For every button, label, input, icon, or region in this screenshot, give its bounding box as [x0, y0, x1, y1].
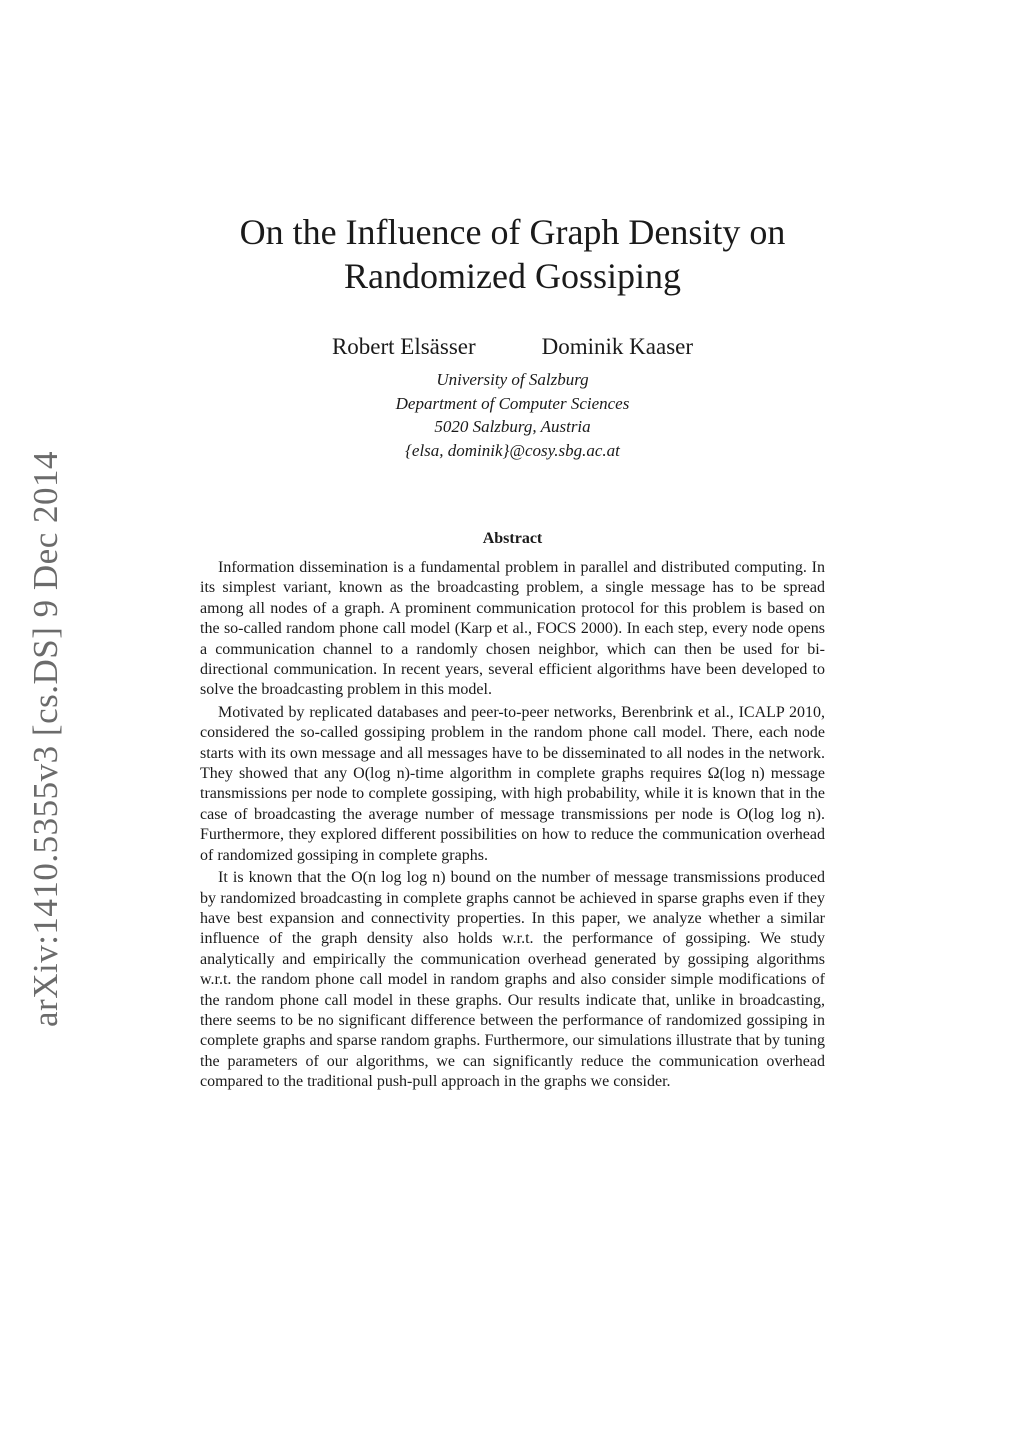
title-line-1: On the Influence of Graph Density on [239, 212, 786, 252]
affiliation-address: 5020 Salzburg, Austria [434, 417, 591, 436]
author-name: Robert Elsässer [331, 334, 476, 359]
author-list [200, 334, 825, 360]
title-line-2: Randomized Gossiping [344, 256, 681, 296]
affiliation-block [200, 368, 825, 462]
paper-title [200, 210, 825, 298]
abstract-paragraph: It is known that the O(n log log n) bound on the number of message transmissions produced by randomized broadcasting in complete graphs cannot be achieved in sparse graphs even if they have best expansion and connectivity properties. In this paper, we analyze whether a similar influence of the graph density also holds w.r.t. the performance of gossiping. We study analytically and empirically the communication overhead generated by gossiping algorithms w.r.t. the random phone call model in random graphs and also consider simple modifications of the random phone call model in these graphs. Our results indicate that, unlike in broadcasting, there seems to be no significant difference between the performance of randomized gossiping in complete graphs and sparse random graphs. Furthermore, our simulations illustrate that by tuning the parameters of our algorithms, we can significantly reduce the communication overhead compared to the traditional push-pull approach in the graphs we consider. [200, 869, 825, 1091]
affiliation-department: Department of Computer Sciences [395, 393, 630, 413]
abstract-heading: Abstract [482, 530, 543, 547]
abstract-paragraph: Motivated by replicated databases and peer-to-peer networks, Berenbrink et al., ICALP 2010, considered the so-called gossiping problem in the random phone call model. There, each node starts with its own message and all messages have to be disseminated to all nodes in the network. They showed that any O(log n)-time algorithm in complete graphs requires Ω(log n) message transmissions per node to complete gossiping, with high probability, while it is known that in the case of broadcasting the average number of message transmissions per node is O(log log n). Furthermore, they explored different possibilities on how to reduce the communication overhead of randomized gossiping in complete graphs. [200, 703, 825, 864]
author-name: Dominik Kaaser [541, 334, 694, 359]
affiliation-university: University of Salzburg [436, 370, 589, 389]
abstract-body [200, 558, 825, 1093]
paper-page [200, 200, 825, 1093]
arxiv-identifier: arXiv:1410.5355v3 [cs.DS] 9 Dec 2014 [26, 451, 65, 1027]
affiliation-email: {elsa, dominik}@cosy.sbg.ac.at [405, 440, 620, 460]
abstract-paragraph: Information dissemination is a fundamental problem in parallel and distributed computing. In its simplest variant, known as the broadcasting problem, a single message has to be spread among all nodes of a graph. A prominent communication protocol for this problem is based on the so-called random phone call model (Karp et al., FOCS 2000). In each step, every node opens a communication channel to a randomly chosen neighbor, which can then be used for bi-directional communication. In recent years, several efficient algorithms have been developed to solve the broadcasting problem in this model. [200, 559, 825, 699]
